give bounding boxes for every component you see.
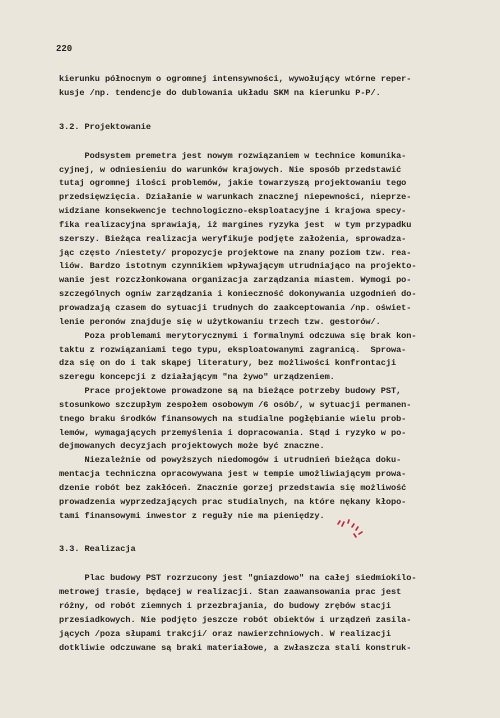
text-line: szeregu koncepcji z działającym "na żywo" urządzeniem. <box>59 372 335 383</box>
text-line: kusje /np. tendencje do dublowania układu SKM na kierunku P-P/. <box>59 87 381 98</box>
text-line: dotkliwie odczuwane są braki materiałowe, a zwłaszcza stali konstruk- <box>59 642 412 653</box>
section-heading-projektowanie: 3.2. Projektowanie <box>59 121 151 132</box>
text-line: tutaj ogromnej ilości problemów, jakie towarzyszą projektowaniu tego <box>59 178 407 189</box>
document-body <box>59 73 449 656</box>
intro-paragraph <box>59 73 449 101</box>
text-line: kierunku północnym o ogromnej intensywności, wywołujący wtórne reper- <box>59 74 412 84</box>
text-line: lenie peronów znajduje się w użytkowaniu trzech tzw. gestorów/. <box>59 316 381 327</box>
handwritten-red-mark <box>336 518 364 540</box>
section-realizacja-body <box>59 572 449 655</box>
text-line: przedsięwzięcia. Działanie w warunkach znacznej niepewności, nieprze- <box>59 192 412 203</box>
text-line: tnego braku środków finansowych na studialne pogłębianie wielu prob- <box>59 413 407 424</box>
section-heading-realizacja: 3.3. Realizacja <box>59 544 136 555</box>
text-line: szczególnych ogniw zarządzania i konieczność dokonywania uzgodnień do- <box>59 289 417 300</box>
text-line: szerszy. Bieżąca realizacja weryfikuje podjęte założenia, sprowadza- <box>59 233 407 244</box>
text-line: widziane konsekwencje technologiczno-eksploatacyjne i krajowa specy- <box>59 206 407 217</box>
text-line: metrowej trasie, będącej w realizacji. Stan zaawansowania prac jest <box>59 587 402 598</box>
text-line: mentacja techniczna opracowywana jest w tempie umożliwiającym prowa- <box>59 469 407 480</box>
text-line: stosunkowo szczupłym zespołem osobowym /6 osób/, w sytuacji permanen- <box>59 399 412 410</box>
text-line: dza się on do i tak skąpej literatury, bez możliwości konfrontacji <box>59 358 397 369</box>
text-line: liów. Bardzo istotnym czynnikiem wpływającym utrudniająco na projekto- <box>59 261 417 272</box>
text-line: fika realizacyjna sprawiają, iż margines ryzyka jest w tym przypadku <box>59 219 412 230</box>
text-line: tami finansowymi inwestor z reguły nie ma pieniędzy. <box>59 510 325 521</box>
text-line: jących /poza słupami trakcji/ oraz nawierzchniowych. W realizacji <box>59 628 391 639</box>
text-line: jąc często /niestety/ propozycje projektowe na znany poziom tzw. rea- <box>59 247 412 258</box>
text-line: wanie jest rozczłonkowana organizacja zarządzania miastem. Wymogi po- <box>59 275 412 286</box>
text-line: Prace projektowe prowadzone są na bieżące potrzeby budowy PST, <box>59 386 402 397</box>
section-projektowanie-body <box>59 150 449 524</box>
text-line: lemów, wymagających przemyślenia i dopracowania. Stąd i ryzyko w po- <box>59 427 407 438</box>
text-line: Niezależnie od powyższych niedomogów i utrudnień bieżąca doku- <box>59 455 402 466</box>
text-line: dejmowanych decyzjach projektowych może być znaczne. <box>59 441 325 452</box>
page-number: 220 <box>56 44 73 54</box>
text-line: Plac budowy PST rozrzucony jest "gniazdowo" na całej siedmiokilo- <box>59 573 417 584</box>
text-line: przesiadkowych. Nie podjęto jeszcze robót obiektów i urządzeń zasila- <box>59 615 412 625</box>
text-line: różny, od robót ziemnych i przezbrajania, do budowy zrębów stacji <box>59 601 391 612</box>
text-line: cyjnej, w odniesieniu do warunków krajowych. Nie sposób przedstawić <box>59 164 402 175</box>
text-line: prowadzają czasem do sytuacji trudnych do zaakceptowania /np. oświet- <box>59 302 412 313</box>
text-line: Podsystem premetra jest nowym rozwiązaniem w technice komunika- <box>59 150 407 161</box>
text-line: prowadzenia wyprzedzających prac studialnych, na które nękany kłopo- <box>59 496 407 507</box>
text-line: Poza problemami merytorycznymi i formalnymi odczuwa się brak kon- <box>59 330 417 341</box>
text-line: taktu z rozwiązaniami tego typu, eksploatowanymi zagranicą. Sprowa- <box>59 344 407 355</box>
text-line: dzenie robót bez zakłóceń. Znacznie gorzej przedstawia się możliwość <box>59 482 407 493</box>
